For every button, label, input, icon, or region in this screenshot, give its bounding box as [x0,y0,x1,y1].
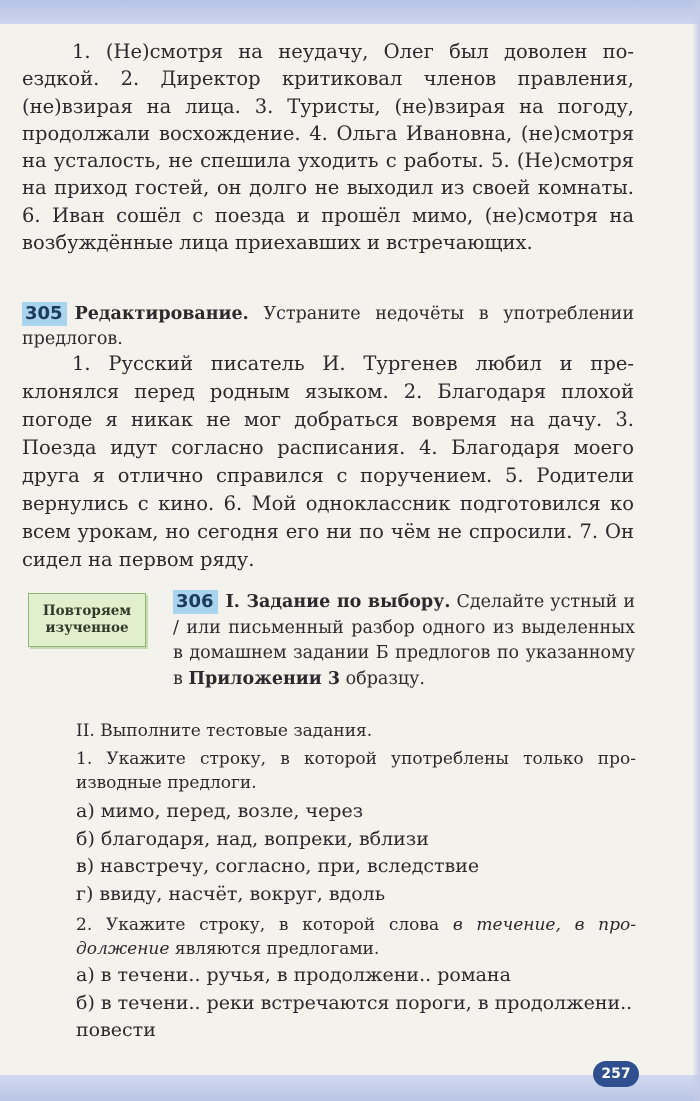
test-question-2-text-b: являются предлогами. [174,939,380,959]
exercise-305-title: Редактирование. [74,304,249,324]
exercise-306-part-1-text-a: Сделайте устный и / или письменный разбор одного из выделенных в домашнем задании Б предлогов по указанному в [173,592,635,689]
option-a: а) мимо, перед, возле, через [76,800,364,822]
exercise-306-appendix-ref: Приложении 3 [188,668,341,689]
page-number-badge: 257 [593,1061,639,1087]
test-question-2 [76,913,636,961]
test-question-2-text-a: 2. Укажите строку, в которой слова [76,915,440,935]
exercise-305-text: 1. Русский писатель И. Тургенев любил и преклонялся перед родным языком. 2. Благодаря плохой погоде я никак не мог добраться вовремя на дачу. 3. Поезда идут согласно расписания. 4. Благодаря моего друга я отлично справился с поручением. 5. Родители вернулись с кино. 6. Мой одноклассник подготовился ко всем урокам, но сегодня его ни по чём не спросили. 7. Он сидел на первом ряду. [22,352,634,571]
review-sidebar-box [28,593,146,647]
exercise-306-part-2-heading: II. Выполните тестовые задания. [76,721,373,741]
test-question-1-options [76,798,636,908]
exercise-304-text: 1. (Не)смотря на неудачу, Олег был доволен поездкой. 2. Директор критиковал членов правления, (не)взирая на лица. 3. Туристы, (не)взирая на погоду, продолжали восхождение. 4. Ольга Ивановна, (не)смотря на усталость, не спешила уходить с работы. 5. (Не)смотря на приход гостей, он долго не выходил из своей комнаты. 6. Иван сошёл с поезда и прошёл мимо, (не)смотря на возбуждённые лица приехавших и встречающих. [22,40,634,255]
review-sidebar-line-2: изученное [45,620,129,636]
exercise-306-part-1-label: I. Задание по выбору. [225,592,451,612]
review-sidebar-line-1: Повторяем [42,603,132,619]
option-b: б) благодаря, над, вопреки, вблизи [76,827,429,850]
exercise-305-header [22,302,634,352]
test-question-2-options [76,962,636,1045]
option-b: б) в течени.. реки встречаются пороги, в продолжени.. повести [76,991,633,1042]
exercise-306-part-1-text-b: образцу. [345,668,425,689]
exercise-number-306: 306 [173,590,218,614]
exercise-number-305: 305 [22,302,67,326]
option-d: г) ввиду, насчёт, вокруг, вдоль [76,882,386,905]
exercise-306-part-1 [173,590,635,692]
test-question-1: 1. Укажите строку, в которой употреблены только производные предлоги. [76,749,636,793]
test-question-2-italic-terms: в течение, в продолжение [76,915,636,959]
option-a: а) в течени.. ручья, в продолжени.. романа [76,964,511,986]
option-c: в) навстречу, согласно, при, вследствие [76,855,480,878]
exercise-305-instruction: Устраните недочёты в употреблении предлогов. [22,304,634,349]
